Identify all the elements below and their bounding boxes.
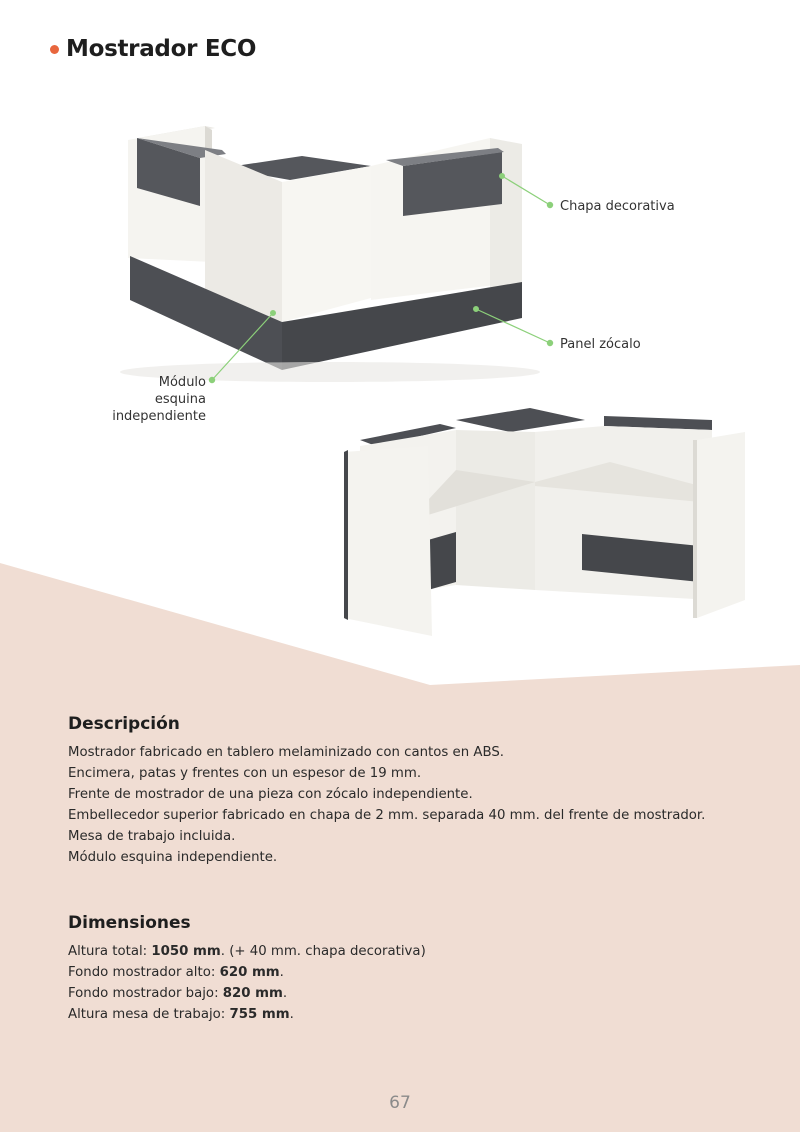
description-line: Embellecedor superior fabricado en chapa de 2 mm. separada 40 mm. del frente de mostrador. [68, 808, 706, 823]
dimension-value: 1050 mm [151, 944, 221, 959]
dimension-row [68, 941, 426, 962]
callout-panel-zocalo: Panel zócalo [560, 337, 641, 352]
description-line: Frente de mostrador de una pieza con zócalo independiente. [68, 787, 473, 802]
dimension-suffix: . [289, 1007, 294, 1022]
dimensions-heading: Dimensiones [68, 913, 191, 933]
dimension-suffix: . (+ 40 mm. chapa decorativa) [220, 944, 426, 959]
dimension-label: Fondo mostrador alto: [68, 965, 220, 980]
dimension-value: 755 mm [229, 1007, 290, 1022]
dimension-suffix: . [279, 965, 284, 980]
description-heading: Descripción [68, 714, 180, 734]
dimension-label: Altura total: [68, 944, 152, 959]
dimension-label: Altura mesa de trabajo: [68, 1007, 230, 1022]
callout-modulo-esquina [104, 374, 206, 425]
dimension-row [68, 962, 426, 983]
dimension-suffix: . [282, 986, 288, 1001]
callout-modulo-line2: independiente [112, 409, 206, 424]
dimension-value: 820 mm [222, 986, 283, 1001]
counter-front-view [120, 126, 540, 382]
dimension-row [68, 983, 426, 1004]
dimension-label: Fondo mostrador bajo: [68, 986, 223, 1001]
dimensions-list [68, 941, 426, 1025]
dimension-row [68, 1004, 426, 1025]
description-list [68, 742, 705, 868]
description-line: Módulo esquina independiente. [68, 850, 278, 865]
description-line: Encimera, patas y frentes con un espesor de 19 mm. [68, 766, 422, 781]
dimension-value: 620 mm [219, 965, 280, 980]
description-line: Mesa de trabajo incluida. [68, 829, 236, 844]
description-line: Mostrador fabricado en tablero melaminizado con cantos en ABS. [68, 745, 505, 760]
page-number: 67 [389, 1093, 411, 1113]
counter-back-view [344, 408, 745, 636]
callout-modulo-line1: Módulo esquina [154, 375, 206, 407]
callout-chapa-decorativa: Chapa decorativa [560, 199, 675, 214]
page-title-text: Mostrador ECO [66, 36, 257, 62]
